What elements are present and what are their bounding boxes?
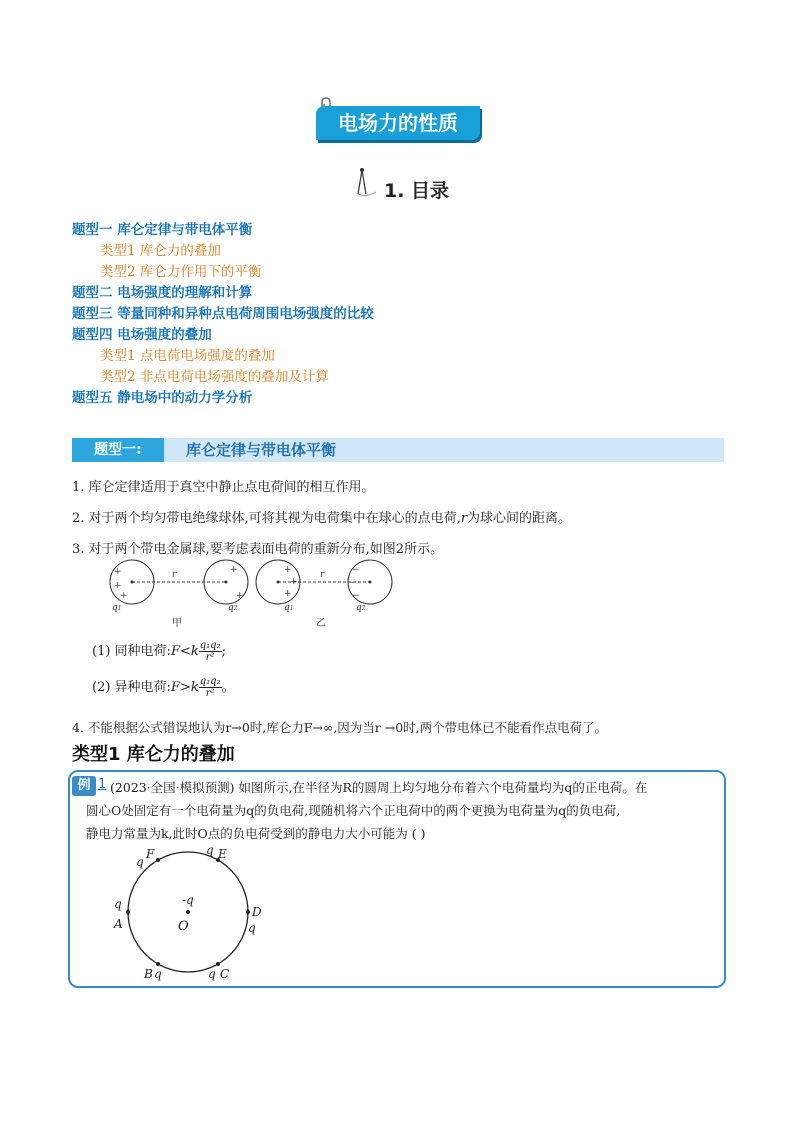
toc-item[interactable]: 类型1 点电荷电场强度的叠加 [100, 348, 275, 364]
toc-item[interactable]: 类型2 非点电荷电场强度的叠加及计算 [100, 369, 329, 385]
point-4: 4. 不能根据公式错误地认为r→0时,库仑力F→∞,因为当r →0时,两个带电体已不能看作点电荷了。 [72, 720, 608, 735]
point-label-C: C [220, 967, 230, 981]
svg-text:+: + [284, 565, 292, 575]
toc-item[interactable]: 题型五 静电场中的动力学分析 [72, 390, 253, 406]
point-label-B: B [144, 967, 153, 981]
svg-text:q: q [248, 921, 256, 935]
svg-text:−: − [352, 565, 360, 575]
svg-text:q: q [208, 967, 216, 981]
svg-text:+: + [114, 581, 122, 591]
fig-q1-left: q [112, 603, 118, 613]
charge-point-C [216, 962, 220, 966]
point-3: 3. 对于两个带电金属球,要考虑表面电荷的重新分布,如图2所示。 [72, 542, 444, 557]
svg-text:q2: q2 [356, 603, 366, 613]
point-1: 1. 库仑定律适用于真空中静止点电荷间的相互作用。 [72, 480, 375, 495]
point-label-F: F [146, 847, 155, 861]
svg-text:+: + [284, 589, 292, 599]
fig-r-left: r [172, 570, 177, 580]
page-title: 电场力的性质 [338, 111, 458, 135]
svg-text:q: q [206, 843, 214, 857]
svg-text:q2: q2 [228, 603, 238, 613]
svg-text:q: q [154, 967, 162, 981]
svg-text:+: + [236, 591, 244, 601]
toc-item[interactable]: 题型二 电场强度的理解和计算 [72, 285, 253, 301]
formula-same-charge: (1) 同种电荷:F<k $\frac{\text{q₁q₂}}{\text{r²}}$ ; [92, 640, 226, 663]
point-2-text-a: 2. 对于两个均匀带电绝缘球体,可将其视为电荷集中在球心的点电荷, [72, 511, 461, 526]
point-2-text-b: 为球心间的距离。 [467, 511, 572, 526]
circle-figure [108, 842, 280, 984]
charge-point-D [246, 910, 250, 914]
point-2 [72, 507, 571, 526]
section-header-bar [72, 438, 724, 462]
charge-point-B [156, 962, 160, 966]
svg-text:q: q [114, 897, 122, 911]
center-label: O [178, 919, 189, 934]
toc-item[interactable]: 题型一 库仑定律与带电体平衡 [72, 222, 253, 238]
point-label-A: A [114, 917, 123, 931]
toc-item[interactable]: 类型1 库仑力的叠加 [100, 243, 221, 259]
fig-q1-right: q [284, 603, 290, 613]
charge-point-A [126, 910, 130, 914]
svg-text:+: + [114, 567, 122, 577]
example-line-2: 圆心O处固定有一个电荷量为q的负电荷,现随机将六个正电荷中的两个更换为电荷量为q的负电荷, [86, 803, 621, 818]
example-line-3: 静电力常量为k,此时O点的负电荷受到的静电力大小可能为 ( ) [86, 826, 426, 841]
svg-text:+: + [290, 577, 298, 587]
fig-label-a: 甲 [172, 618, 182, 629]
section-label: 题型一: [94, 442, 142, 458]
toc-item[interactable]: 题型四 电场强度的叠加 [72, 327, 212, 343]
svg-text:+: + [230, 565, 238, 575]
fig-q2-left: q [228, 603, 234, 613]
compass-icon [352, 166, 380, 198]
svg-text:+: + [120, 591, 128, 601]
example-line-1: (2023·全国·模拟预测) 如图所示,在半径为R的圆周上均匀地分布着六个电荷量均为q的正电荷。在 [110, 780, 648, 795]
charge-point-F [156, 858, 160, 862]
toc-item[interactable]: 类型2 库仑力作用下的平衡 [100, 264, 262, 280]
svg-text:q1: q1 [284, 603, 294, 613]
svg-text:−: − [348, 578, 356, 588]
example-badge: 例 [72, 776, 96, 796]
point-2-var: r [460, 511, 468, 526]
example-number[interactable]: 1 [98, 777, 107, 792]
svg-text:−: − [352, 591, 360, 601]
section-title: 库仑定律与带电体平衡 [186, 441, 337, 459]
fig-q2-right: q [356, 603, 362, 613]
formula-opposite-charge: (2) 异种电荷:F>k $\frac{\text{q₁q₂}}{\text{r²}}$ 。 [92, 676, 235, 699]
toc-item[interactable]: 题型三 等量同种和异种点电荷周围电场强度的比较 [72, 306, 374, 322]
point-label-E: E [218, 847, 227, 861]
svg-text:q: q [136, 855, 144, 869]
figure-2 [104, 558, 404, 634]
svg-text:q1: q1 [112, 603, 122, 613]
point-label-D: D [252, 905, 262, 919]
center-charge-label: -q [182, 893, 194, 907]
toc-heading: 1. 目录 [384, 180, 450, 202]
fig-r-right: r [320, 570, 325, 580]
center-point [186, 910, 190, 914]
subsection-title: 类型1 库仑力的叠加 [72, 744, 235, 765]
fig-label-b: 乙 [316, 618, 326, 629]
